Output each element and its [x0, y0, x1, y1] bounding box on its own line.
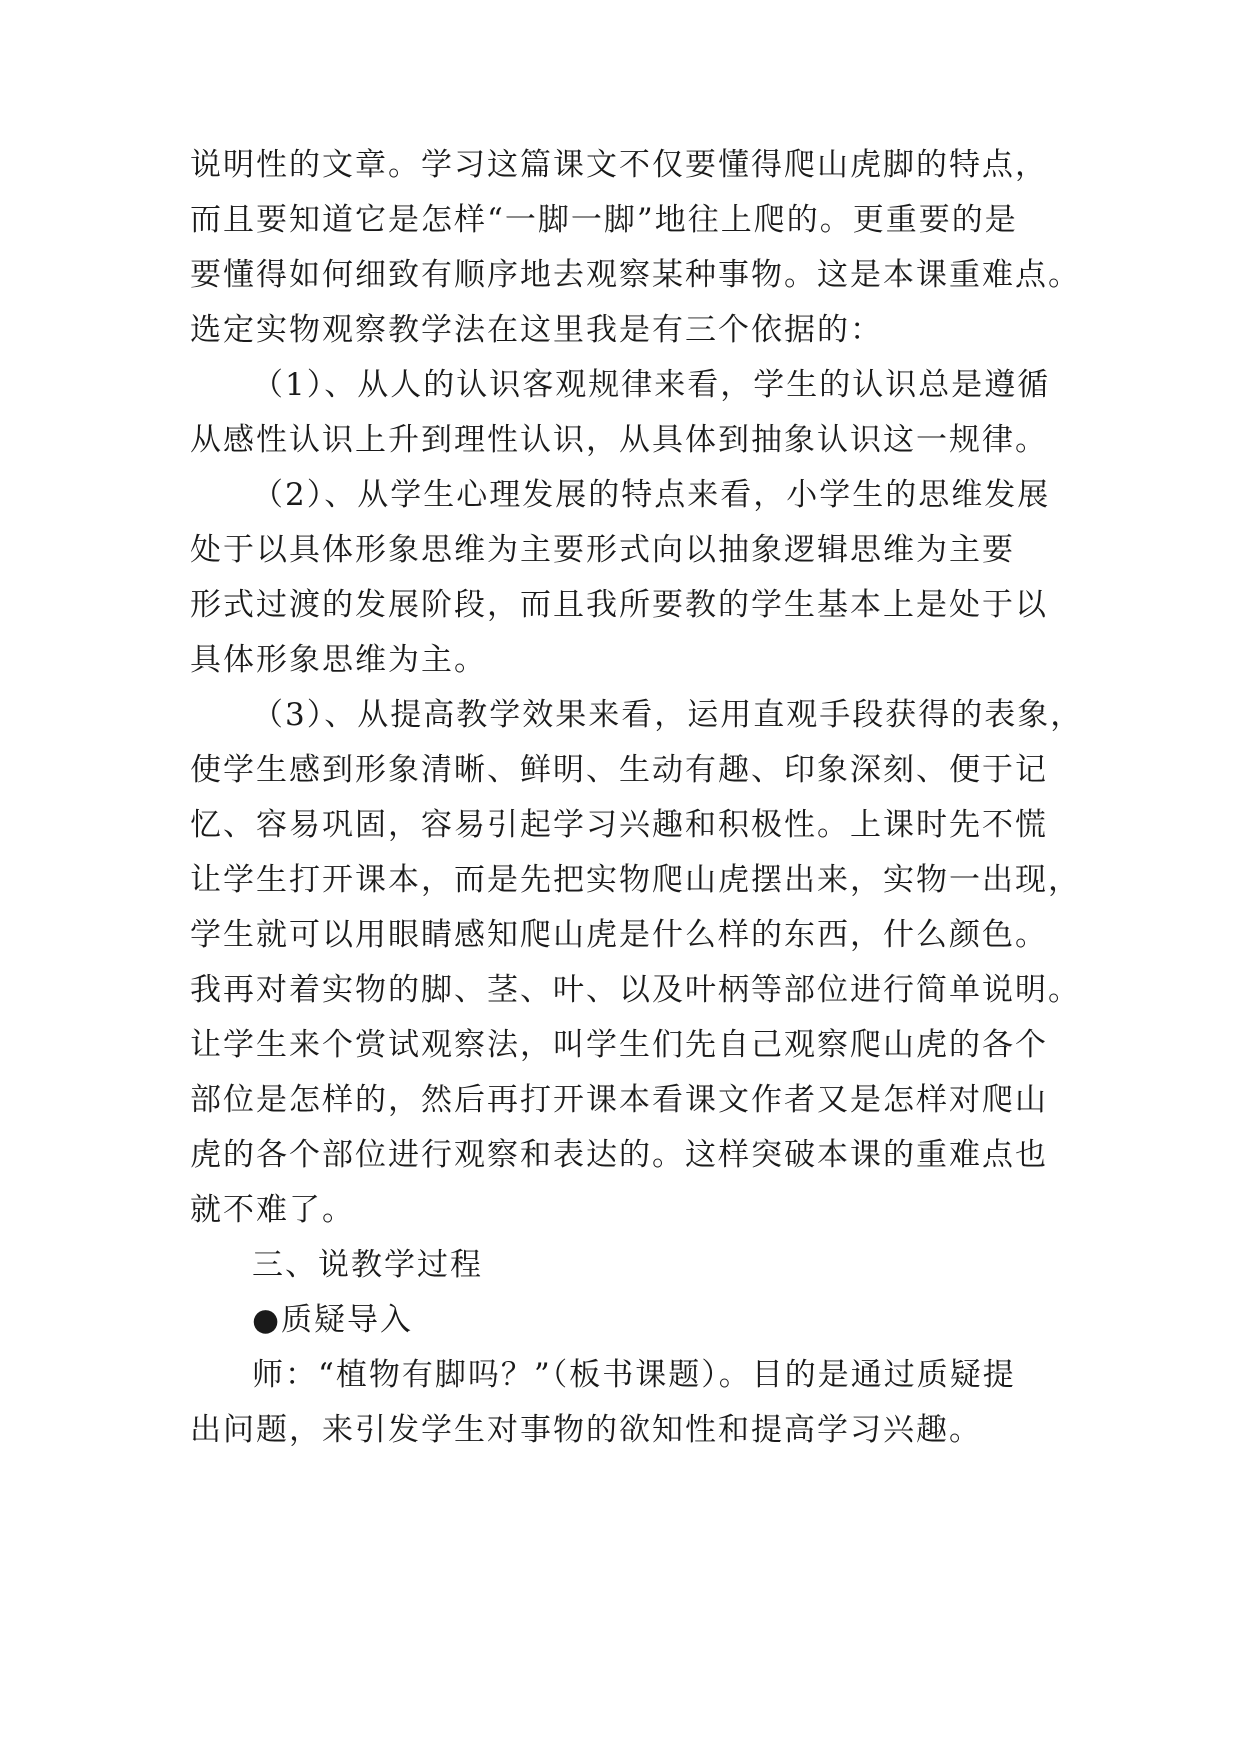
paragraph-line: 选定实物观察教学法在这里我是有三个依据的： — [190, 312, 883, 348]
paragraph-line: 使学生感到形象清晰、鲜明、生动有趣、印象深刻、便于记 — [190, 752, 1048, 788]
paragraph-line: 师：“植物有脚吗？”（板书课题）。目的是通过质疑提 — [252, 1357, 1016, 1393]
paragraph-line: 部位是怎样的，然后再打开课本看课文作者又是怎样对爬山 — [190, 1082, 1048, 1118]
list-item-1-line: （1）、从人的认识客观规律来看，学生的认识总是遵循 — [252, 367, 1051, 403]
paragraph-line: 说明性的文章。学习这篇课文不仅要懂得爬山虎脚的特点， — [190, 147, 1048, 183]
section-heading: 三、说教学过程 — [252, 1247, 483, 1283]
paragraph-line: 处于以具体形象思维为主要形式向以抽象逻辑思维为主要 — [190, 532, 1015, 568]
paragraph-line: 而且要知道它是怎样“一脚一脚”地往上爬的。更重要的是 — [190, 202, 1018, 238]
paragraph-line: 让学生打开课本，而是先把实物爬山虎摆出来，实物一出现， — [190, 862, 1081, 898]
paragraph-line: 让学生来个赏试观察法，叫学生们先自己观察爬山虎的各个 — [190, 1027, 1048, 1063]
paragraph-line: 就不难了。 — [190, 1192, 355, 1228]
paragraph-line: 要懂得如何细致有顺序地去观察某种事物。这是本课重难点。 — [190, 257, 1081, 293]
paragraph-line: 虎的各个部位进行观察和表达的。这样突破本课的重难点也 — [190, 1137, 1048, 1173]
list-item-3-line: （3）、从提高教学效果来看，运用直观手段获得的表象， — [252, 697, 1084, 733]
paragraph-line: 具体形象思维为主。 — [190, 642, 487, 678]
list-item-2-line: （2）、从学生心理发展的特点来看，小学生的思维发展 — [252, 477, 1051, 513]
subsection-heading: ●质疑导入 — [252, 1302, 414, 1338]
paragraph-line: 出问题，来引发学生对事物的欲知性和提高学习兴趣。 — [190, 1412, 982, 1448]
paragraph-line: 从感性认识上升到理性认识，从具体到抽象认识这一规律。 — [190, 422, 1048, 458]
paragraph-line: 形式过渡的发展阶段，而且我所要教的学生基本上是处于以 — [190, 587, 1048, 623]
paragraph-line: 学生就可以用眼睛感知爬山虎是什么样的东西，什么颜色。 — [190, 917, 1048, 953]
paragraph-line: 我再对着实物的脚、茎、叶、以及叶柄等部位进行简单说明。 — [190, 972, 1081, 1008]
paragraph-line: 忆、容易巩固，容易引起学习兴趣和积极性。上课时先不慌 — [190, 807, 1048, 843]
